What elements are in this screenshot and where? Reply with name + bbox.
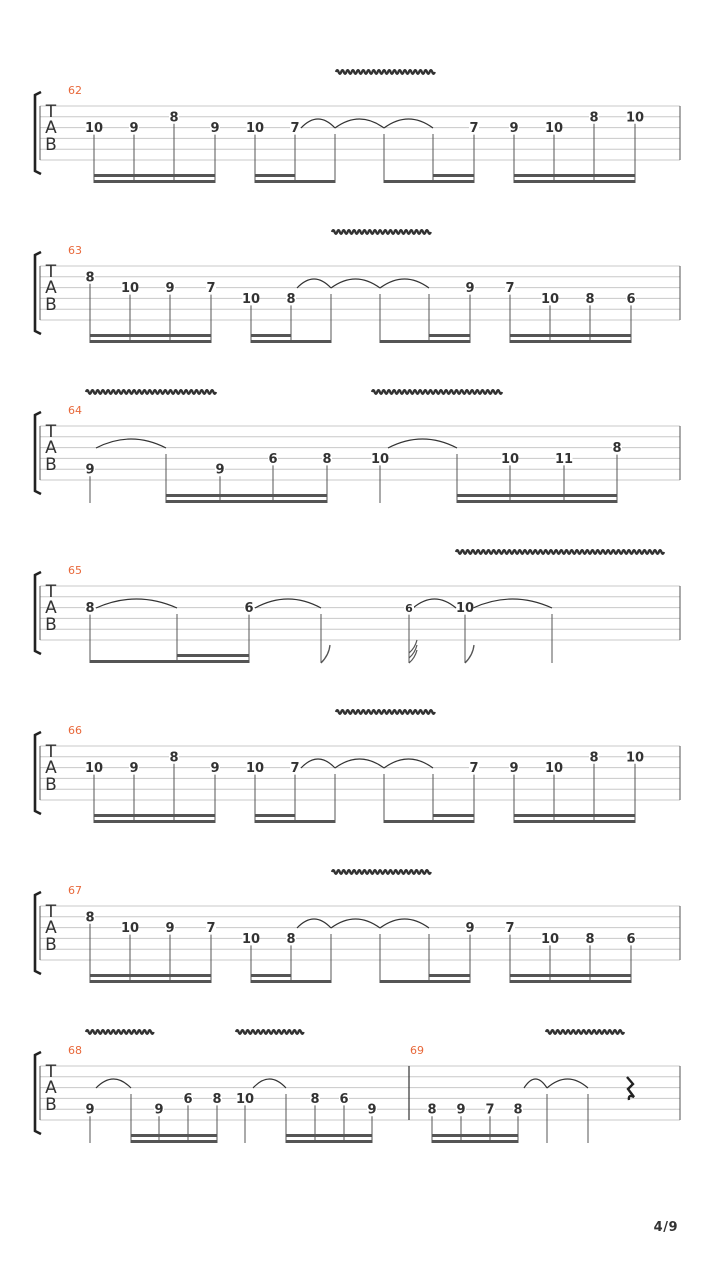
fret-number: 7: [485, 1102, 495, 1118]
fret-number: 8: [212, 1091, 222, 1107]
fret-number: 8: [310, 1091, 320, 1107]
fret-number: 9: [456, 1102, 466, 1118]
tab-system: [35, 390, 680, 503]
vibrato-mark: [546, 1030, 624, 1034]
tab-clef-letter: T: [45, 742, 57, 762]
fret-number: 8: [286, 291, 296, 307]
fret-number: 9: [129, 121, 139, 137]
measure-number: 67: [68, 884, 82, 897]
fret-number: 8: [169, 110, 179, 126]
fret-number: 9: [210, 121, 220, 137]
fret-number: 8: [589, 110, 599, 126]
tie-arc: [331, 919, 380, 928]
measure-number: 68: [68, 1044, 82, 1057]
tab-clef-letter: B: [45, 775, 57, 795]
grace-flag: [465, 645, 474, 663]
fret-number: 10: [500, 451, 520, 467]
tab-clef-letter: B: [45, 295, 57, 315]
tie-arc: [255, 599, 321, 608]
tie-arc: [380, 919, 429, 928]
tie-arc: [380, 279, 429, 288]
fret-number: 10: [625, 750, 645, 766]
tie-arc: [96, 439, 166, 448]
tie-arc: [96, 599, 177, 608]
fret-number: 9: [509, 761, 519, 777]
measure-number: 66: [68, 724, 82, 737]
fret-number: 10: [540, 931, 560, 947]
measure-number: 65: [68, 564, 82, 577]
fret-number: 10: [84, 121, 104, 137]
fret-number: 10: [241, 931, 261, 947]
vibrato-mark: [332, 870, 431, 874]
tie-arc: [473, 599, 552, 608]
tab-clef-letter: A: [45, 278, 57, 298]
tab-clef-letter: A: [45, 918, 57, 938]
tie-arc: [297, 919, 331, 928]
fret-number: 10: [245, 121, 265, 137]
vibrato-mark: [336, 70, 435, 74]
fret-number: 6: [268, 451, 278, 467]
grace-flag: [321, 645, 330, 663]
fret-number: 8: [427, 1102, 437, 1118]
fret-number: 10: [120, 921, 140, 937]
fret-number: 6: [183, 1091, 193, 1107]
fret-number: 10: [544, 761, 564, 777]
tab-system: [35, 550, 680, 663]
measure-number: 63: [68, 244, 82, 257]
fret-number: 9: [85, 1102, 95, 1118]
tie-arc: [335, 119, 384, 128]
tie-arc: [413, 599, 456, 608]
fret-number: 10: [540, 291, 560, 307]
fret-number: 8: [85, 910, 95, 926]
tie-arc: [96, 1079, 131, 1088]
tab-clef-letter: A: [45, 758, 57, 778]
fret-number: 9: [509, 121, 519, 137]
fret-number: 10: [370, 451, 390, 467]
fret-number: 9: [210, 761, 220, 777]
fret-number: 7: [469, 121, 479, 137]
tab-clef-letter: T: [45, 102, 57, 122]
fret-number: 7: [290, 761, 300, 777]
tab-clef-letter: A: [45, 118, 57, 138]
fret-number: 7: [469, 761, 479, 777]
fret-number: 10: [235, 1091, 255, 1107]
tab-clef-letter: A: [45, 438, 57, 458]
fret-number: 11: [554, 451, 574, 467]
quarter-rest: [627, 1077, 634, 1100]
fret-number: 10: [544, 121, 564, 137]
fret-number: 8: [513, 1102, 523, 1118]
tab-system: [35, 1030, 680, 1143]
tab-clef-letter: B: [45, 135, 57, 155]
tie-arc: [384, 119, 433, 128]
tab-system: [35, 710, 680, 823]
fret-number: 6: [405, 602, 413, 616]
tab-system: [35, 70, 680, 183]
fret-number: 8: [286, 931, 296, 947]
fret-number: 8: [85, 601, 95, 617]
measure-number: 64: [68, 404, 82, 417]
measure-number: 62: [68, 84, 82, 97]
tie-arc: [253, 1079, 286, 1088]
fret-number: 6: [244, 601, 254, 617]
tab-clef-letter: B: [45, 615, 57, 635]
fret-number: 9: [465, 921, 475, 937]
fret-number: 10: [245, 761, 265, 777]
tie-arc: [388, 439, 457, 448]
tie-arc: [301, 119, 335, 128]
fret-number: 10: [625, 110, 645, 126]
tab-system: [35, 870, 680, 983]
fret-number: 9: [165, 921, 175, 937]
fret-number: 8: [585, 291, 595, 307]
fret-number: 9: [165, 281, 175, 297]
fret-number: 10: [241, 291, 261, 307]
fret-number: 7: [206, 281, 216, 297]
tab-clef-letter: T: [45, 902, 57, 922]
fret-number: 9: [129, 761, 139, 777]
fret-number: 9: [85, 462, 95, 478]
fret-number: 8: [85, 270, 95, 286]
fret-number: 9: [465, 281, 475, 297]
fret-number: 7: [290, 121, 300, 137]
tab-clef-letter: A: [45, 598, 57, 618]
fret-number: 6: [626, 291, 636, 307]
fret-number: 8: [585, 931, 595, 947]
fret-number: 7: [505, 281, 515, 297]
fret-number: 10: [84, 761, 104, 777]
fret-number: 8: [169, 750, 179, 766]
tie-arc: [547, 1079, 588, 1088]
fret-number: 6: [626, 931, 636, 947]
tab-clef-letter: B: [45, 935, 57, 955]
tab-clef-letter: B: [45, 1095, 57, 1115]
tab-clef-letter: T: [45, 582, 57, 602]
tie-arc: [524, 1079, 547, 1088]
tab-clef-letter: T: [45, 262, 57, 282]
grace-flag: [409, 640, 417, 653]
vibrato-mark: [86, 1030, 154, 1034]
fret-number: 8: [589, 750, 599, 766]
tab-clef-letter: T: [45, 1062, 57, 1082]
fret-number: 8: [322, 451, 332, 467]
fret-number: 9: [215, 462, 225, 478]
vibrato-mark: [336, 710, 435, 714]
fret-number: 10: [455, 601, 475, 617]
vibrato-mark: [86, 390, 216, 394]
fret-number: 7: [206, 921, 216, 937]
fret-number: 6: [339, 1091, 349, 1107]
fret-number: 9: [367, 1102, 377, 1118]
page-number: 4/9: [653, 1220, 678, 1235]
vibrato-mark: [332, 230, 431, 234]
vibrato-mark: [372, 390, 502, 394]
fret-number: 9: [154, 1102, 164, 1118]
fret-number: 8: [612, 441, 622, 457]
tab-clef-letter: T: [45, 422, 57, 442]
fret-number: 7: [505, 921, 515, 937]
vibrato-mark: [236, 1030, 304, 1034]
tie-arc: [335, 759, 384, 768]
tie-arc: [384, 759, 433, 768]
tie-arc: [297, 279, 331, 288]
tie-arc: [331, 279, 380, 288]
vibrato-mark: [456, 550, 664, 554]
tab-clef-letter: A: [45, 1078, 57, 1098]
tie-arc: [301, 759, 335, 768]
fret-number: 10: [120, 281, 140, 297]
tab-clef-letter: B: [45, 455, 57, 475]
measure-number: 69: [410, 1044, 424, 1057]
tab-system: [35, 230, 680, 343]
